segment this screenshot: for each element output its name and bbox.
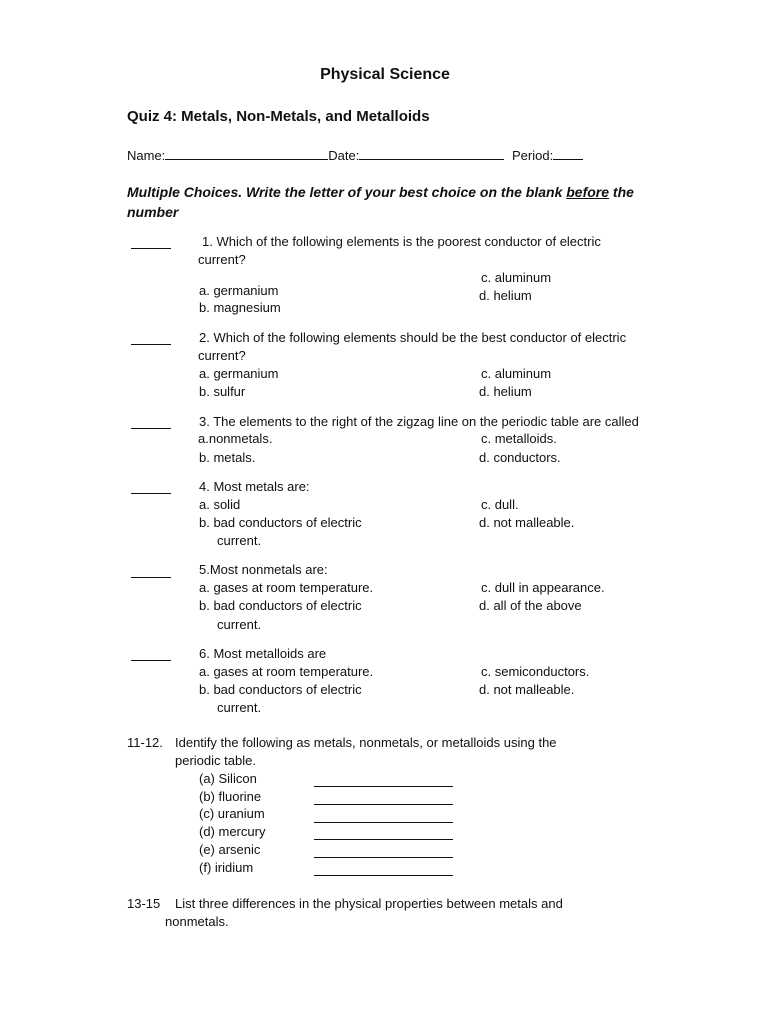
question-6-option-d: d. not malleable. bbox=[479, 682, 575, 697]
name-field[interactable] bbox=[165, 147, 328, 160]
question-4-option-d: d. not malleable. bbox=[479, 515, 575, 530]
question-2-stem-cont: current? bbox=[198, 348, 246, 363]
list-question-text: List three differences in the physical properties between metals and bbox=[175, 896, 563, 911]
question-6-option-b-cont: current. bbox=[217, 700, 262, 715]
name-label: Name: bbox=[127, 148, 166, 163]
list-question-number: 13-15 bbox=[127, 896, 161, 911]
identify-item-f: (f) iridium bbox=[199, 860, 254, 875]
answer-blank-1[interactable] bbox=[131, 247, 171, 249]
question-5-option-a: a. gases at room temperature. bbox=[199, 580, 374, 595]
header-fields bbox=[127, 147, 583, 163]
question-5-stem: 5.Most nonmetals are: bbox=[199, 562, 328, 577]
instructions-text-end: the bbox=[609, 184, 634, 200]
identify-text: Identify the following as metals, nonmetals, or metalloids using the bbox=[175, 735, 557, 750]
answer-blank-5[interactable] bbox=[131, 576, 171, 578]
question-3-option-b: b. metals. bbox=[199, 450, 256, 465]
page-title: Physical Science bbox=[320, 66, 450, 83]
question-1-option-a: a. germanium bbox=[199, 283, 279, 298]
question-4-option-b: b. bad conductors of electric bbox=[199, 515, 362, 530]
identify-number: 11-12. bbox=[127, 735, 163, 750]
question-4-option-a: a. solid bbox=[199, 497, 241, 512]
list-question-text-cont: nonmetals. bbox=[165, 914, 229, 929]
identify-text-cont: periodic table. bbox=[175, 753, 256, 768]
question-2-option-c: c. aluminum bbox=[481, 366, 552, 381]
period-field[interactable] bbox=[553, 147, 583, 160]
identify-answer-line-b[interactable] bbox=[314, 803, 453, 805]
period-label: Period: bbox=[512, 148, 554, 163]
identify-answer-line-d[interactable] bbox=[314, 838, 453, 840]
question-2-option-d: d. helium bbox=[479, 384, 532, 399]
answer-blank-6[interactable] bbox=[131, 659, 171, 661]
question-1-option-c: c. aluminum bbox=[481, 270, 552, 285]
question-3-option-a: a.nonmetals. bbox=[198, 431, 273, 446]
question-5-option-b-cont: current. bbox=[217, 617, 262, 632]
question-6-stem: 6. Most metalloids are bbox=[199, 646, 327, 661]
instructions-underlined: before bbox=[566, 184, 610, 200]
question-3-stem: 3. The elements to the right of the zigzag line on the periodic table are called bbox=[199, 414, 639, 429]
identify-item-d: (d) mercury bbox=[199, 824, 266, 839]
answer-blank-4[interactable] bbox=[131, 492, 171, 494]
question-5-option-b: b. bad conductors of electric bbox=[199, 598, 362, 613]
question-3-option-d: d. conductors. bbox=[479, 450, 561, 465]
question-5-option-c: c. dull in appearance. bbox=[481, 580, 605, 595]
answer-blank-2[interactable] bbox=[131, 343, 171, 345]
date-label: Date: bbox=[328, 148, 360, 163]
question-5-option-d: d. all of the above bbox=[479, 598, 582, 613]
instructions-line2: number bbox=[127, 204, 179, 220]
question-1-stem: 1. Which of the following elements is the poorest conductor of electric bbox=[202, 234, 601, 249]
question-1-option-d: d. helium bbox=[479, 288, 532, 303]
answer-blank-3[interactable] bbox=[131, 427, 171, 429]
identify-item-c: (c) uranium bbox=[199, 806, 265, 821]
question-6-option-b: b. bad conductors of electric bbox=[199, 682, 362, 697]
instructions-text: Multiple Choices. Write the letter of your best choice on the blank bbox=[127, 184, 567, 200]
quiz-title: Quiz 4: Metals, Non-Metals, and Metalloids bbox=[127, 108, 430, 125]
question-4-stem: 4. Most metals are: bbox=[199, 479, 310, 494]
question-6-option-c: c. semiconductors. bbox=[481, 664, 590, 679]
question-4-option-b-cont: current. bbox=[217, 533, 262, 548]
question-3-option-c: c. metalloids. bbox=[481, 431, 557, 446]
question-1-stem-cont: current? bbox=[198, 252, 246, 267]
question-1-option-b: b. magnesium bbox=[199, 300, 281, 315]
identify-item-a: (a) Silicon bbox=[199, 771, 257, 786]
identify-answer-line-e[interactable] bbox=[314, 856, 453, 858]
question-4-option-c: c. dull. bbox=[481, 497, 519, 512]
question-6-option-a: a. gases at room temperature. bbox=[199, 664, 374, 679]
question-2-option-b: b. sulfur bbox=[199, 384, 246, 399]
identify-answer-line-a[interactable] bbox=[314, 785, 453, 787]
question-2-stem: 2. Which of the following elements should be the best conductor of electric bbox=[199, 330, 627, 345]
identify-item-b: (b) fluorine bbox=[199, 789, 262, 804]
date-field[interactable] bbox=[359, 147, 504, 160]
question-2-option-a: a. germanium bbox=[199, 366, 279, 381]
identify-item-e: (e) arsenic bbox=[199, 842, 261, 857]
instructions-line1 bbox=[127, 184, 634, 200]
identify-answer-line-f[interactable] bbox=[314, 874, 453, 876]
identify-answer-line-c[interactable] bbox=[314, 821, 453, 823]
